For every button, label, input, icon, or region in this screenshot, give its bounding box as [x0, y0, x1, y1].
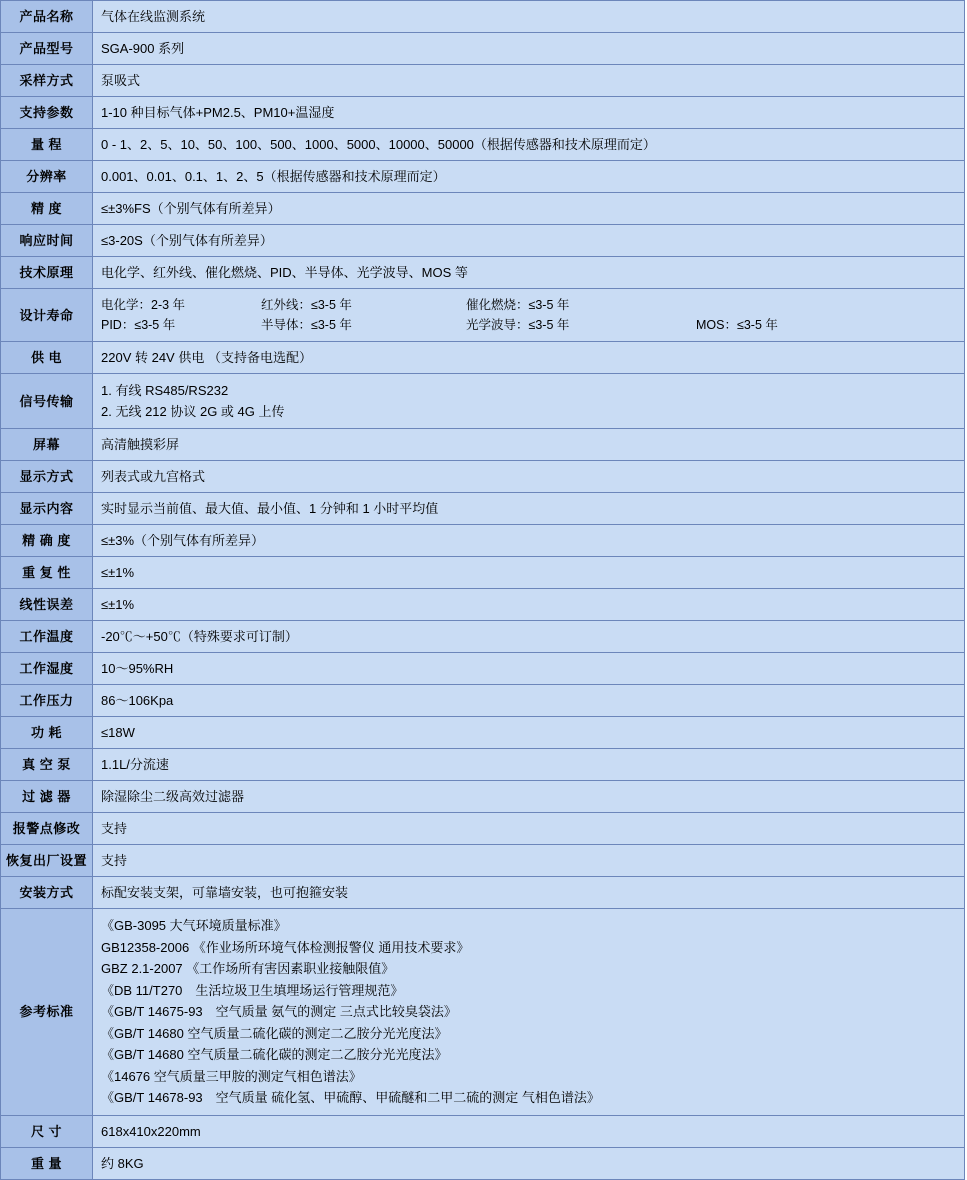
row-label: 显示方式 [1, 461, 93, 493]
signal-lines [101, 380, 956, 422]
table-row-standards [1, 909, 965, 1116]
row-value: 除湿除尘二级高效过滤器 [93, 781, 965, 813]
row-value: ≤18W [93, 717, 965, 749]
standards-item: 《GB/T 14678-93 空气质量 硫化氢、甲硫醇、甲硫醚和二甲二硫的测定 气相色谱法》 [101, 1090, 600, 1105]
table-row [1, 877, 965, 909]
table-row [1, 621, 965, 653]
row-label: 工作温度 [1, 621, 93, 653]
standards-item: 《GB/T 14675-93 空气质量 氨气的测定 三点式比较臭袋法》 [101, 1004, 457, 1019]
row-label: 恢复出厂设置 [1, 845, 93, 877]
table-row [1, 33, 965, 65]
lifespan-cell: MOS：≤3-5 年 [696, 318, 778, 332]
row-value: 实时显示当前值、最大值、最小值、1 分钟和 1 小时平均值 [93, 493, 965, 525]
row-value: 列表式或九宫格式 [93, 461, 965, 493]
lifespan-cell: PID：≤3-5 年 [101, 318, 176, 332]
lifespan-cell: 电化学：2-3 年 [101, 298, 186, 312]
row-label: 供 电 [1, 342, 93, 374]
row-value: ≤±1% [93, 557, 965, 589]
lifespan-cell: 红外线：≤3-5 年 [261, 298, 352, 312]
row-label: 设计寿命 [1, 289, 93, 342]
table-row [1, 161, 965, 193]
row-label: 精 度 [1, 193, 93, 225]
table-row [1, 589, 965, 621]
row-label: 功 耗 [1, 717, 93, 749]
row-value: 1-10 种目标气体+PM2.5、PM10+温湿度 [93, 97, 965, 129]
table-row [1, 225, 965, 257]
table-row [1, 493, 965, 525]
standards-item: 《14676 空气质量三甲胺的测定气相色谱法》 [101, 1068, 362, 1084]
row-value: SGA-900 系列 [93, 33, 965, 65]
table-row [1, 749, 965, 781]
row-value: 约 8KG [93, 1147, 965, 1179]
row-value: 0.001、0.01、0.1、1、2、5（根据传感器和技术原理而定） [93, 161, 965, 193]
row-label: 报警点修改 [1, 813, 93, 845]
row-label: 支持参数 [1, 97, 93, 129]
row-label: 精 确 度 [1, 525, 93, 557]
row-value [93, 289, 965, 342]
lifespan-grid [101, 295, 956, 335]
lifespan-cell: 半导体：≤3-5 年 [261, 318, 352, 332]
standards-item: 《DB 11/T270 生活垃圾卫生填埋场运行管理规范》 [101, 982, 404, 998]
row-value [93, 374, 965, 429]
row-label: 安装方式 [1, 877, 93, 909]
row-value: ≤±3%FS（个别气体有所差异） [93, 193, 965, 225]
table-row [1, 525, 965, 557]
table-row [1, 65, 965, 97]
row-label: 信号传输 [1, 374, 93, 429]
table-row [1, 257, 965, 289]
row-value: 标配安装支架，可靠墙安装，也可抱箍安装 [93, 877, 965, 909]
row-label: 量 程 [1, 129, 93, 161]
row-value: 泵吸式 [93, 65, 965, 97]
table-row [1, 653, 965, 685]
row-label: 分辨率 [1, 161, 93, 193]
row-value [93, 909, 965, 1116]
row-label: 产品名称 [1, 1, 93, 33]
table-row [1, 129, 965, 161]
row-label: 线性误差 [1, 589, 93, 621]
lifespan-line [101, 315, 956, 335]
row-value: ≤3-20S（个别气体有所差异） [93, 225, 965, 257]
table-row [1, 461, 965, 493]
standards-list [101, 915, 956, 1109]
table-row [1, 429, 965, 461]
row-value: 高清触摸彩屏 [93, 429, 965, 461]
row-label: 技术原理 [1, 257, 93, 289]
table-row [1, 1, 965, 33]
table-row [1, 1147, 965, 1179]
row-label: 采样方式 [1, 65, 93, 97]
lifespan-cell: 催化燃烧：≤3-5 年 [466, 298, 570, 312]
table-row [1, 685, 965, 717]
standards-item: GB12358-2006 《作业场所环境气体检测报警仪 通用技术要求》 [101, 939, 470, 955]
standards-item: 《GB/T 14680 空气质量二硫化碳的测定二乙胺分光光度法》 [101, 1025, 448, 1041]
row-label: 屏幕 [1, 429, 93, 461]
lifespan-line [101, 295, 956, 315]
row-value: ≤±1% [93, 589, 965, 621]
table-row-lifespan [1, 289, 965, 342]
row-value: 支持 [93, 845, 965, 877]
row-label: 重 复 性 [1, 557, 93, 589]
row-value: 电化学、红外线、催化燃烧、PID、半导体、光学波导、MOS 等 [93, 257, 965, 289]
row-value: 618x410x220mm [93, 1115, 965, 1147]
row-label: 工作湿度 [1, 653, 93, 685]
table-row [1, 1115, 965, 1147]
row-label: 重 量 [1, 1147, 93, 1179]
signal-line: 2. 无线 212 协议 2G 或 4G 上传 [101, 404, 285, 419]
row-value: 0 - 1、2、5、10、50、100、500、1000、5000、10000、50000（根据传感器和技术原理而定） [93, 129, 965, 161]
row-label: 工作压力 [1, 685, 93, 717]
row-value: 支持 [93, 813, 965, 845]
standards-item: 《GB-3095 大气环境质量标准》 [101, 918, 287, 933]
table-row [1, 557, 965, 589]
row-label: 响应时间 [1, 225, 93, 257]
row-label: 尺 寸 [1, 1115, 93, 1147]
standards-item: GBZ 2.1-2007 《工作场所有害因素职业接触限值》 [101, 961, 395, 976]
row-value: 10～95%RH [93, 653, 965, 685]
table-row [1, 717, 965, 749]
table-row [1, 845, 965, 877]
table-row [1, 193, 965, 225]
row-value: 220V 转 24V 供电 （支持备电选配） [93, 342, 965, 374]
lifespan-cell: 光学波导：≤3-5 年 [466, 318, 570, 332]
table-row-signal [1, 374, 965, 429]
signal-line: 1. 有线 RS485/RS232 [101, 383, 229, 398]
row-label: 真 空 泵 [1, 749, 93, 781]
table-row [1, 781, 965, 813]
standards-item: 《GB/T 14680 空气质量二硫化碳的测定二乙胺分光光度法》 [101, 1047, 448, 1062]
row-value: 1.1L/分流速 [93, 749, 965, 781]
row-label: 过 滤 器 [1, 781, 93, 813]
table-row [1, 342, 965, 374]
table-row [1, 813, 965, 845]
row-value: 86～106Kpa [93, 685, 965, 717]
row-label: 显示内容 [1, 493, 93, 525]
row-value: ≤±3%（个别气体有所差异） [93, 525, 965, 557]
row-label: 产品型号 [1, 33, 93, 65]
row-value: 气体在线监测系统 [93, 1, 965, 33]
table-row [1, 97, 965, 129]
row-label: 参考标准 [1, 909, 93, 1116]
row-value: -20℃～+50℃（特殊要求可订制） [93, 621, 965, 653]
